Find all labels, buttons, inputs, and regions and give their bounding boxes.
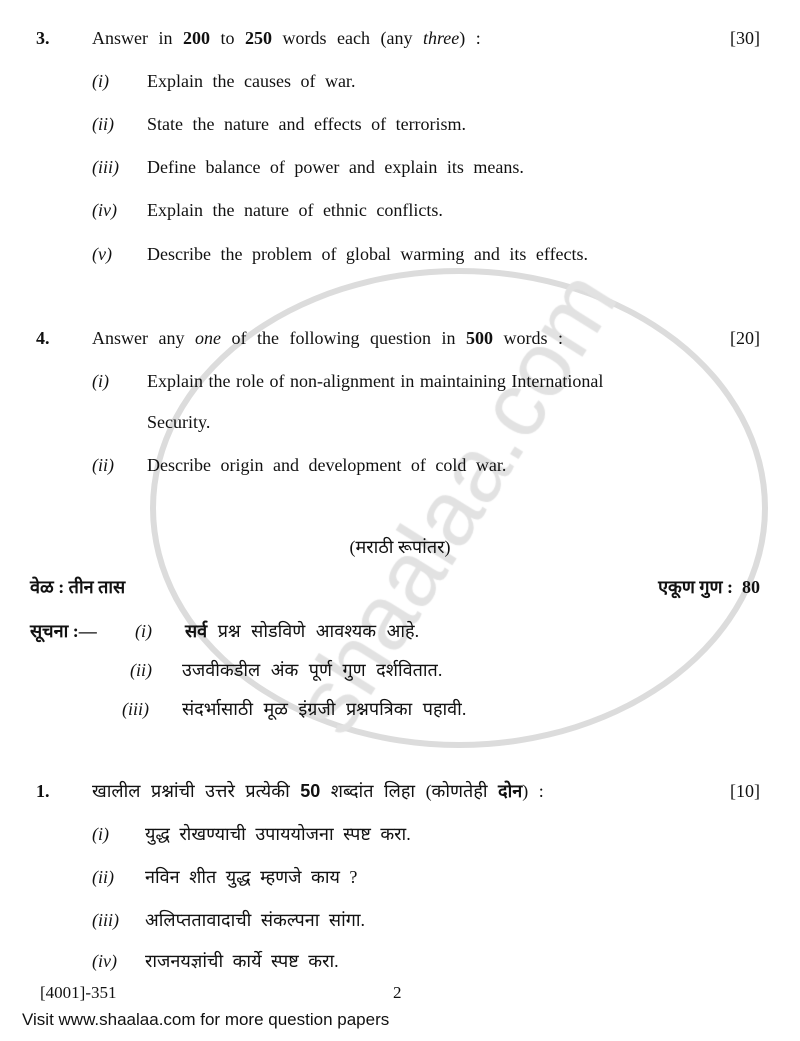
instruction: सूचना :— (i) सर्व प्रश्न सोडविणे आवश्यक आहे.: [30, 621, 420, 641]
list-item: (ii) Describe origin and development of cold war.: [92, 455, 507, 475]
list-item: (i) युद्ध रोखण्याची उपाययोजना स्पष्ट करा.: [92, 824, 411, 844]
question-stem: Answer any one of the following question in 500 words :: [92, 328, 563, 348]
marks: [30]: [730, 28, 760, 48]
question-number: 3.: [36, 28, 50, 48]
instruction: (ii) उजवीकडील अंक पूर्ण गुण दर्शवितात.: [130, 660, 443, 680]
list-item: (ii) State the nature and effects of terrorism.: [92, 114, 467, 134]
list-item: (i) Explain the role of non-alignment in maintaining International: [92, 371, 604, 391]
marks: [20]: [730, 328, 760, 348]
list-item: (i) Explain the causes of war.: [92, 71, 356, 91]
question-4: [0, 325, 800, 351]
time-info: वेळ : तीन तास एकूण गुण : 80: [0, 574, 800, 600]
paper-code: [4001]-351: [40, 983, 117, 1002]
list-item: (ii) नविन शीत युद्ध म्हणजे काय ?: [92, 867, 358, 887]
list-item: (iii) Define balance of power and explain its means.: [92, 157, 524, 177]
list-item-continuation: Security.: [147, 412, 211, 432]
question-number: 4.: [36, 328, 50, 348]
instruction: (iii) संदर्भासाठी मूळ इंग्रजी प्रश्नपत्रिका पहावी.: [122, 699, 467, 719]
list-item: (iii) अलिप्ततावादाची संकल्पना सांगा.: [92, 910, 366, 930]
promo-link[interactable]: Visit www.shaalaa.com for more question papers: [22, 1010, 390, 1029]
question-stem: Answer in 200 to 250 words each (any three) :: [92, 28, 481, 48]
total-marks: एकूण गुण : 80: [658, 577, 760, 597]
question-stem: खालील प्रश्नांची उत्तरे प्रत्येकी 50 शब्दांत लिहा (कोणतेही दोन) :: [92, 781, 544, 801]
marathi-question-1: [0, 778, 800, 804]
question-number: 1.: [36, 781, 50, 801]
page-number: 2: [393, 983, 402, 1002]
list-item: (v) Describe the problem of global warming and its effects.: [92, 244, 589, 264]
marks: [10]: [730, 781, 760, 801]
list-item: (iv) राजनयज्ञांची कार्ये स्पष्ट करा.: [92, 951, 339, 971]
list-item: (iv) Explain the nature of ethnic conflicts.: [92, 200, 443, 220]
section-title: (मराठी रूपांतर): [349, 537, 451, 557]
question-3: [0, 25, 800, 51]
